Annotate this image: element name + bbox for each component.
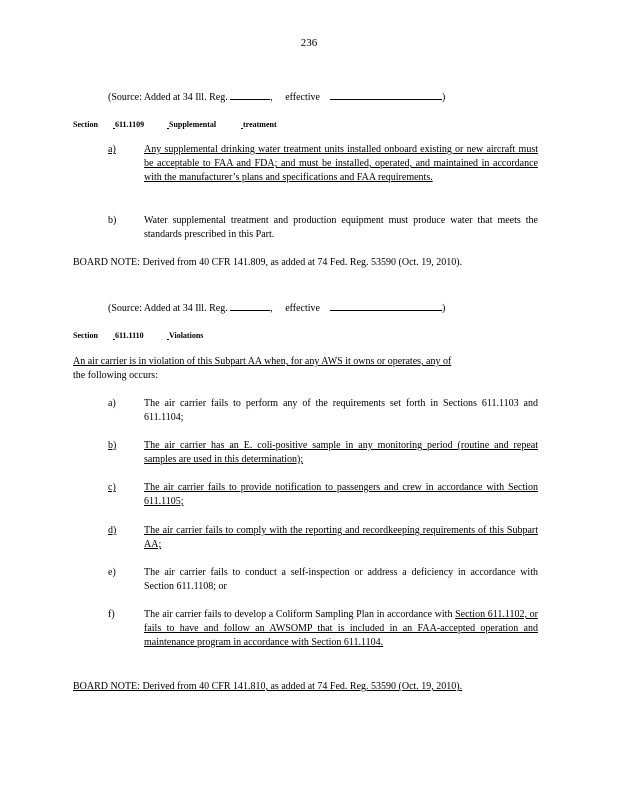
item-text: The air carrier fails to comply with the reporting and recordkeeping requirements of this Subpart AA; xyxy=(144,525,538,550)
item-label: f) xyxy=(108,609,115,620)
board-note-text: BOARD NOTE: Derived from 40 CFR 141.810, as added at 74 Fed. Reg. 53590 (Oct. 19, 2010). xyxy=(73,681,463,692)
item-text-plain: The air carrier fails to develop a Coliform Sampling Plan in accordance with xyxy=(144,609,453,620)
section-number: 611.1109 xyxy=(115,120,145,129)
list-item xyxy=(108,439,538,467)
source-close: ) xyxy=(442,303,446,314)
source-text: (Source: Added at 34 Ill. Reg. xyxy=(108,92,228,103)
list-item xyxy=(108,524,538,552)
list-item xyxy=(108,481,538,509)
item-label: c) xyxy=(108,482,116,493)
source-effective: effective xyxy=(285,303,320,314)
intro-underlined: An air carrier is in violation of this Subpart AA when, for any AWS it owns or operates, any of xyxy=(73,356,452,367)
source-close: ) xyxy=(442,92,446,103)
list-item xyxy=(108,214,538,242)
item-label: d) xyxy=(108,525,117,536)
list-item xyxy=(108,397,538,425)
item-label: a) xyxy=(108,144,116,155)
item-label: e) xyxy=(108,567,116,578)
item-text: The air carrier fails to provide notification to passengers and crew in accordance with Section 611.1105; xyxy=(144,482,538,507)
list-item xyxy=(108,608,538,650)
item-text: Water supplemental treatment and production equipment must produce water that meets the standards prescribed in this Part. xyxy=(144,215,538,240)
list-item xyxy=(108,566,538,594)
section-title-word: Supplemental xyxy=(169,120,217,129)
blank-line xyxy=(330,299,442,311)
item-label: b) xyxy=(108,215,117,226)
board-note xyxy=(73,680,538,694)
item-text: The air carrier fails to conduct a self-inspection or address a deficiency in accordance with Section 611.1108; or xyxy=(144,567,538,592)
source-text: (Source: Added at 34 Ill. Reg. xyxy=(108,303,228,314)
section-title-word: treatment xyxy=(243,120,277,129)
blank-line xyxy=(330,88,442,100)
item-text: The air carrier has an E. coli-positive sample in any monitoring period (routine and repeat samples are used in this determination); xyxy=(144,440,538,465)
item-label: a) xyxy=(108,398,116,409)
board-note-text: BOARD NOTE: Derived from 40 CFR 141.809, as added at 74 Fed. Reg. 53590 (Oct. 19, 2010). xyxy=(73,257,463,268)
source-note xyxy=(108,88,528,105)
section-label: Section xyxy=(73,331,98,340)
section-label: Section xyxy=(73,120,98,129)
section-title-word: Violations xyxy=(169,331,204,340)
section-heading xyxy=(73,118,295,132)
blank-line xyxy=(230,88,270,100)
intro-paragraph xyxy=(73,355,538,383)
page-number: 236 xyxy=(300,37,318,49)
source-note xyxy=(108,299,528,316)
item-text xyxy=(144,608,538,650)
source-comma: , xyxy=(270,92,273,103)
item-label: b) xyxy=(108,440,117,451)
item-text-underlined: Section 611.1102, or fails to have and follow an AWSOMP that is included in an FAA-accepted operation and maintenance program in accordance with Section 611.1104. xyxy=(144,609,538,648)
section-heading xyxy=(73,329,209,343)
section-number: 611.1110 xyxy=(115,331,144,340)
item-text: The air carrier fails to perform any of the requirements set forth in Sections 611.1103 and 611.1104; xyxy=(144,398,538,423)
blank-line xyxy=(230,299,270,311)
source-effective: effective xyxy=(285,92,320,103)
board-note xyxy=(73,256,538,270)
list-item xyxy=(108,143,538,185)
item-text: Any supplemental drinking water treatment units installed onboard existing or new aircraft must be acceptable to FAA and FDA; and must be installed, operated, and maintained in accordance with the manufacturer’s plans and specifications and FAA requirements. xyxy=(144,144,538,183)
source-comma: , xyxy=(270,303,273,314)
intro-rest: the following occurs: xyxy=(73,370,158,381)
